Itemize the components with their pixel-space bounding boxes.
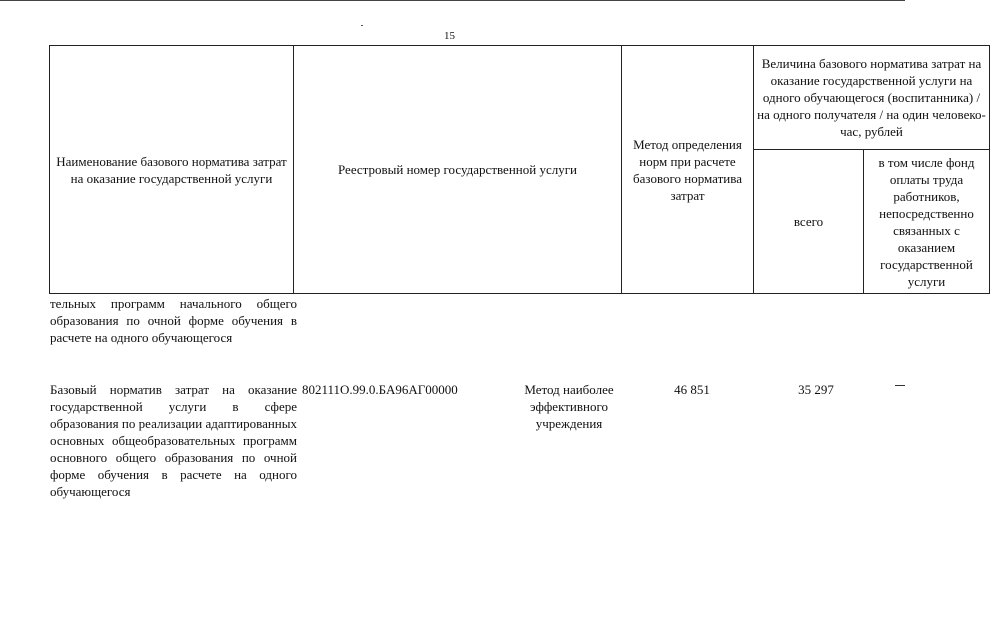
row-total-value: 46 851 [674,382,710,397]
norms-table-header [49,45,990,294]
header-cell-method: Метод определения норм при расчете базового норматива затрат [622,46,754,294]
header-cell-value-group: Величина базового норматива затрат на оказание государственной услуги на одного обучающегося (воспитанника) / на одного получателя / на один человеко-час, рублей [754,46,990,150]
header-cell-total: всего [754,150,864,294]
row-registry-number: 802111О.99.0.БА96АГ00000 [302,382,458,397]
page-number: 15 [444,30,455,42]
header-cell-registry: Реестровый номер государственной услуги [294,46,622,294]
row-name: Базовый норматив затрат на оказание государственной услуги в сфере образования по реализации адаптированных основных общеобразовательных программ основного общего образования по очной форме обучения в расчете на одного обучающегося [50,382,297,499]
row-payroll-value: 35 297 [798,382,834,397]
header-cell-payroll: в том числе фонд оплаты труда работников, непосредственно связанных с оказанием государственной услуги [864,150,990,294]
scan-top-edge [0,0,905,1]
scan-speck [895,385,905,386]
header-cell-name: Наименование базового норматива затрат на оказание государственной услуги [50,46,294,294]
row-method: Метод наиболее эффективного учреждения [524,382,614,431]
continued-row-name: тельных программ начального общего образования по очной форме обучения в расчете на одного обучающегося [50,296,297,345]
scan-speck [361,25,363,26]
